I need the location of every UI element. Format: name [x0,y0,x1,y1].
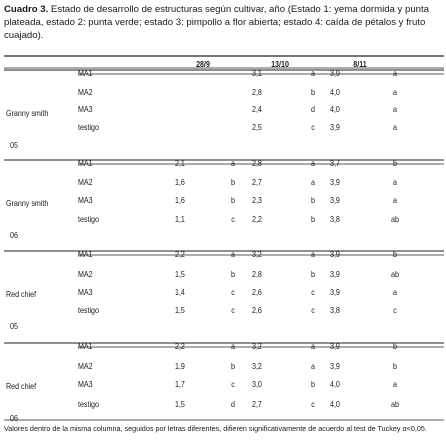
treatment-label: MA1 [78,341,93,351]
treatment-label: MA2 [78,87,93,97]
cell-letter: c [231,214,235,224]
cell-letter: c [231,287,235,297]
cell-letter: b [393,158,397,168]
caption-text: Estado de desarrollo de estructuras según cultivar, año (Estado 1: yema dormida y punta plateada, estado 2: punta verde; estado 3: pimpollo a flor abierta; estado 4: caída de pétalos y fruto cuajado). [4,4,430,41]
cell-value: 2,4 [252,104,262,114]
cell-value: 1,7 [175,379,185,389]
treatment-label: testigo [78,305,99,315]
cell-value: 3,9 [330,269,340,279]
cell-letter: a [311,249,315,259]
cell-letter: a [393,287,397,297]
cell-letter: c [311,399,315,409]
cell-letter: c [311,287,315,297]
cell-letter: b [231,177,235,187]
year-label: 05 [10,321,18,331]
cultivar-label: Granny smith [6,198,49,208]
cultivar-label: Red chief [6,289,37,299]
cell-value: 3,9 [330,249,340,259]
year-label: 06 [10,413,18,423]
cell-letter: b [231,195,235,205]
cell-letter: a [393,87,397,97]
cell-value: 3,2 [252,341,262,351]
cell-value: 2,6 [252,287,262,297]
cell-value: 2,8 [252,158,262,168]
cell-value: 3,9 [330,361,340,371]
cell-value: 3,2 [252,249,262,259]
cell-letter: b [231,361,235,371]
column-header: 13/10 [271,59,289,69]
column-header: 8/11 [353,59,367,69]
treatment-label: MA3 [78,379,93,389]
treatment-label: MA3 [78,104,93,114]
table-footnote: Valores dentro de la misma columna, seguidos por letras diferentes, difieren significativamente de acuerdo al test de Tuckey α<0,05. [4,424,427,433]
treatment-label: MA1 [78,249,93,259]
cell-letter: c [231,305,235,315]
cell-value: 2,5 [252,122,262,132]
treatment-label: testigo [78,399,99,409]
cell-value: 3,9 [330,287,340,297]
cell-letter: c [393,305,397,315]
cell-value: 2,8 [252,269,262,279]
cell-value: 3,8 [330,214,340,224]
cell-value: 4,0 [330,104,340,114]
cell-letter: b [311,214,315,224]
cell-value: 3,7 [330,158,340,168]
cell-value: 1,6 [175,177,185,187]
cell-value: 4,0 [330,379,340,389]
year-label: 06 [10,230,18,240]
cell-letter: a [311,361,315,371]
cell-value: 4,0 [330,399,340,409]
cell-letter: a [393,122,397,132]
cell-value: 3,0 [252,379,262,389]
year-label: 05 [10,140,18,150]
cell-value: 3,1 [252,68,262,78]
cell-value: 3,8 [330,305,340,315]
treatment-label: MA2 [78,177,93,187]
cell-value: 1,1 [175,214,185,224]
cell-value: 1,6 [175,195,185,205]
cell-letter: c [311,122,315,132]
cell-letter: b [311,379,315,389]
cell-value: 2,1 [175,158,185,168]
cell-letter: a [311,177,315,187]
cell-letter: b [393,361,397,371]
cell-letter: a [231,158,235,168]
cell-value: 3,9 [330,195,340,205]
treatment-label: testigo [78,122,99,132]
cell-letter: a [393,379,397,389]
cell-letter: b [393,249,397,259]
cell-letter: b [311,87,315,97]
cell-value: 3,2 [252,361,262,371]
cell-value: 1,5 [175,269,185,279]
cell-letter: d [311,104,315,114]
cell-letter: a [393,177,397,187]
cell-value: 2,2 [175,249,185,259]
cell-value: 3,9 [330,68,340,78]
cell-value: 1,5 [175,305,185,315]
cell-letter: ab [391,214,399,224]
cell-letter: a [311,68,315,78]
treatment-label: MA2 [78,361,93,371]
cell-letter: a [393,104,397,114]
cell-value: 2,8 [252,87,262,97]
cell-letter: a [393,195,397,205]
cell-letter: a [311,341,315,351]
cell-letter: b [311,269,315,279]
cell-letter: b [311,195,315,205]
cell-value: 2,7 [252,177,262,187]
cell-letter: a [231,249,235,259]
cell-value: 1,5 [175,399,185,409]
cell-value: 2,2 [252,214,262,224]
treatment-label: MA3 [78,195,93,205]
cell-letter: a [311,158,315,168]
cell-letter: c [231,379,235,389]
column-header: 28/9 [196,59,210,69]
cell-value: 4,0 [330,87,340,97]
treatment-label: testigo [78,214,99,224]
cell-letter: a [231,341,235,351]
treatment-label: MA1 [78,68,93,78]
cultivar-label: Granny smith [6,108,49,118]
cell-value: 1,4 [175,287,185,297]
treatment-label: MA1 [78,158,93,168]
cell-letter: c [311,305,315,315]
cell-letter: b [393,341,397,351]
cell-letter: ab [391,269,399,279]
cell-value: 2,6 [252,305,262,315]
cell-value: 3,9 [330,341,340,351]
cell-value: 3,9 [330,122,340,132]
cell-value: 2,2 [175,341,185,351]
treatment-label: MA3 [78,287,93,297]
cell-value: 1,9 [175,361,185,371]
cell-letter: a [393,68,397,78]
caption-label: Cuadro 3. [4,4,49,15]
cell-letter: d [231,399,235,409]
cell-letter: ab [391,399,399,409]
cultivar-label: Red chief [6,381,37,391]
cell-value: 2,3 [252,195,262,205]
cell-value: 3,9 [330,177,340,187]
treatment-label: MA2 [78,269,93,279]
cell-letter: b [231,269,235,279]
cell-value: 2,7 [252,399,262,409]
